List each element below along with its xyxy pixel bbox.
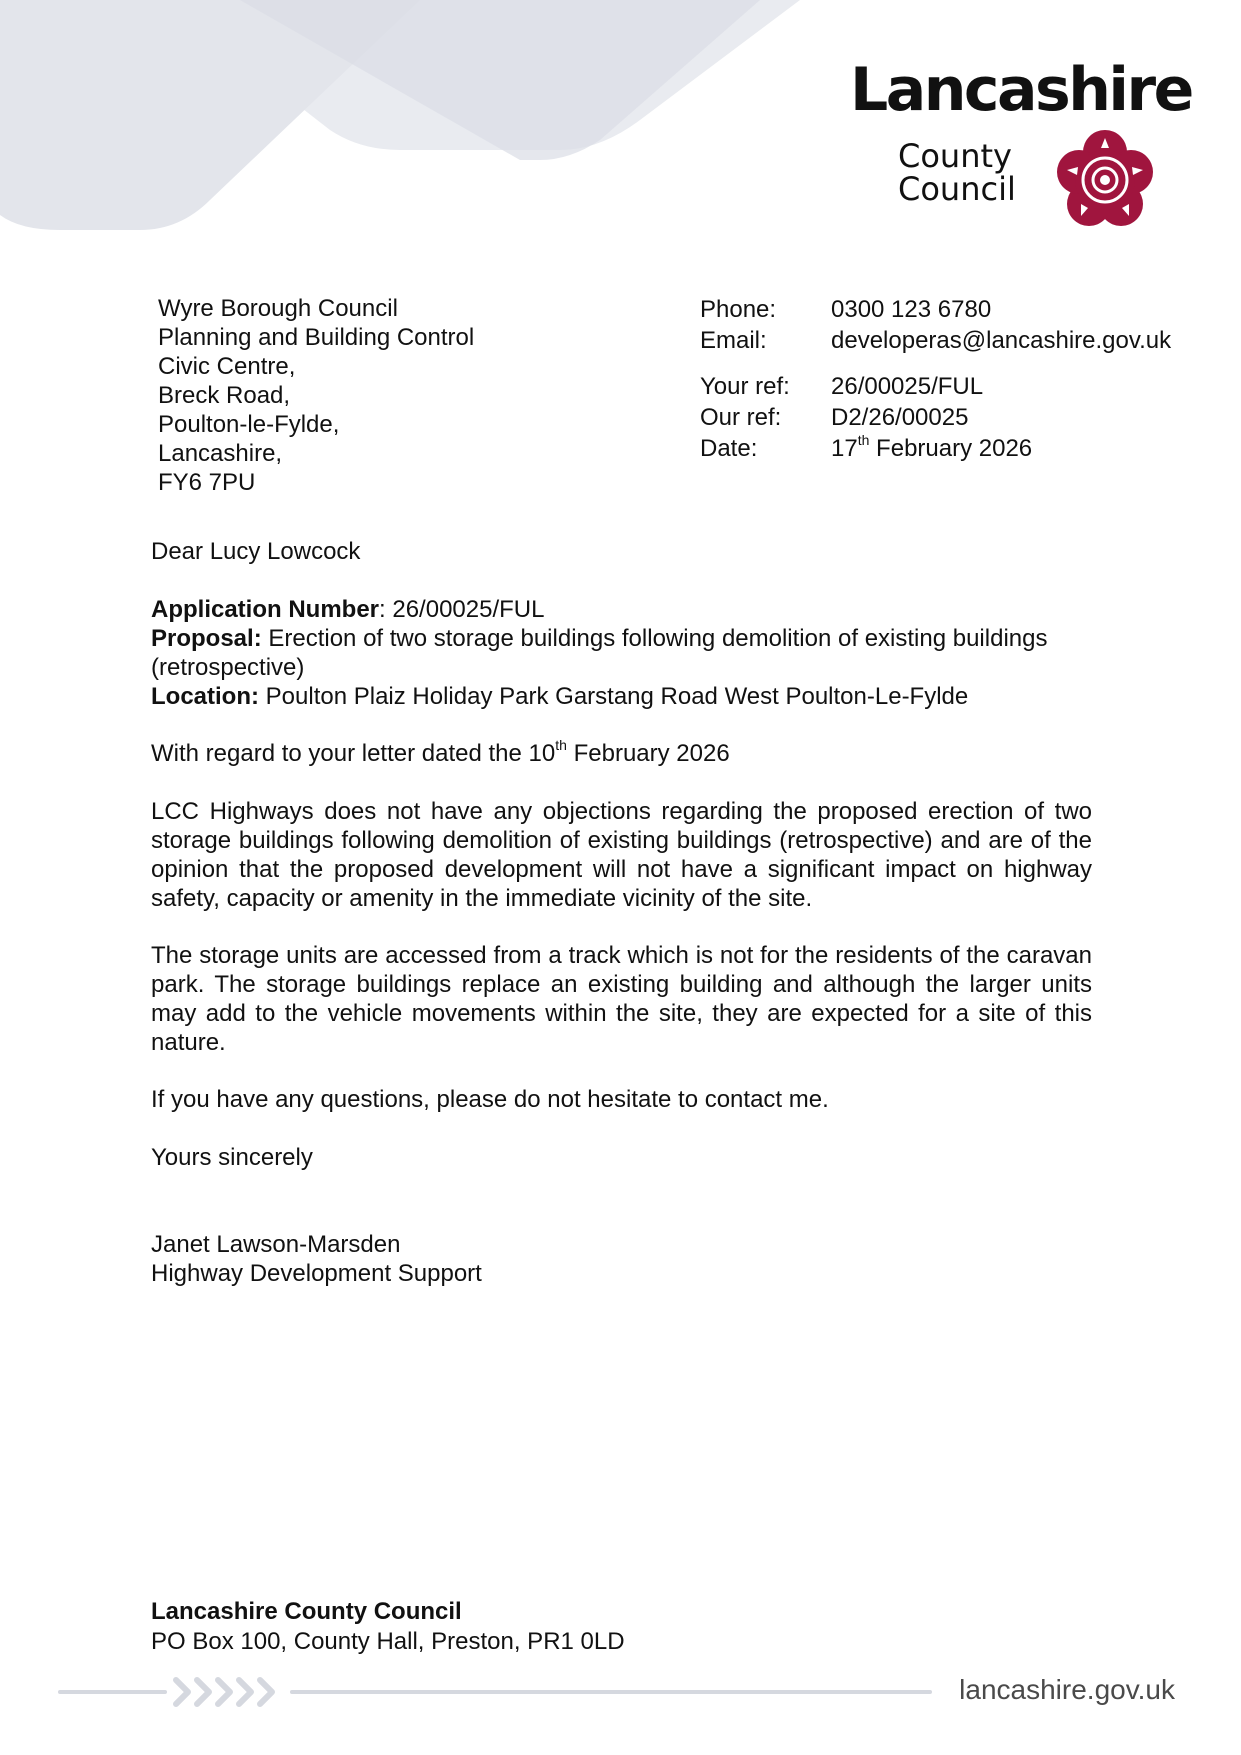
phone-label: Phone: bbox=[700, 296, 777, 323]
our-ref-value: D2/26/00025 bbox=[831, 404, 969, 431]
date-label: Date: bbox=[700, 435, 758, 462]
email-row bbox=[700, 325, 1171, 356]
footer-org-name: Lancashire County Council bbox=[151, 1598, 462, 1625]
our-ref-row bbox=[700, 402, 1171, 433]
paragraph-no-objection: LCC Highways does not have any objections regarding the proposed erection of two storage buildings following demolition of existing buildings (retrospective) and are of the opinion that the proposed development will not have a significant impact on highway safety, capacity or amenity in the immediate vicinity of the site. bbox=[151, 798, 1092, 912]
address-line: Lancashire, bbox=[158, 440, 283, 467]
address-line: Planning and Building Control bbox=[158, 324, 475, 351]
paragraph-questions: If you have any questions, please do not hesitate to contact me. bbox=[151, 1086, 829, 1113]
date-value: 17th February 2026 bbox=[831, 432, 1033, 462]
closing: Yours sincerely bbox=[151, 1144, 313, 1171]
application-number: Application Number: 26/00025/FUL bbox=[151, 596, 545, 623]
application-location: Location: Poulton Plaiz Holiday Park Garstang Road West Poulton-Le-Fylde bbox=[151, 683, 969, 710]
signature-block bbox=[151, 1230, 1092, 1288]
email-value[interactable]: developeras@lancashire.gov.uk bbox=[831, 327, 1172, 354]
signature-role: Highway Development Support bbox=[151, 1260, 482, 1287]
footer-website-link[interactable]: lancashire.gov.uk bbox=[959, 1674, 1175, 1705]
your-ref-label: Your ref: bbox=[700, 373, 790, 400]
our-ref-label: Our ref: bbox=[700, 404, 782, 431]
your-ref-value: 26/00025/FUL bbox=[831, 373, 984, 400]
logo-title: Lancashire bbox=[850, 55, 1192, 125]
address-line: Poulton-le-Fylde, bbox=[158, 411, 340, 438]
footer-address: PO Box 100, County Hall, Preston, PR1 0LD bbox=[151, 1628, 625, 1655]
application-proposal: Proposal: Erection of two storage buildings following demolition of existing buildings (retrospective) bbox=[151, 625, 1048, 681]
recipient-address bbox=[158, 294, 474, 497]
date-row bbox=[700, 433, 1171, 464]
paragraph-storage-units: The storage units are accessed from a track which is not for the residents of the caravan park. The storage buildings replace an existing building and although the larger units may add to the vehicle movements within the site, they are expected for a site of this nature. bbox=[151, 942, 1092, 1056]
address-line: FY6 7PU bbox=[158, 469, 256, 496]
address-line: Wyre Borough Council bbox=[158, 295, 398, 322]
contact-details bbox=[700, 294, 1171, 464]
logo-county: County bbox=[898, 137, 1012, 175]
application-details bbox=[151, 595, 1092, 711]
your-ref-row bbox=[700, 371, 1171, 402]
salutation: Dear Lucy Lowcock bbox=[151, 538, 361, 565]
phone-value: 0300 123 6780 bbox=[831, 296, 992, 323]
signature-name: Janet Lawson-Marsden bbox=[151, 1231, 401, 1258]
red-rose-icon bbox=[1045, 120, 1165, 240]
footer-organisation bbox=[151, 1597, 625, 1657]
logo-council: Council bbox=[898, 170, 1016, 208]
email-label: Email: bbox=[700, 327, 767, 354]
regard-line: With regard to your letter dated the 10th February 2026 bbox=[151, 737, 730, 767]
address-line: Breck Road, bbox=[158, 382, 291, 409]
phone-row bbox=[700, 294, 1171, 325]
lancashire-county-council-logo bbox=[850, 55, 1192, 240]
address-line: Civic Centre, bbox=[158, 353, 296, 380]
